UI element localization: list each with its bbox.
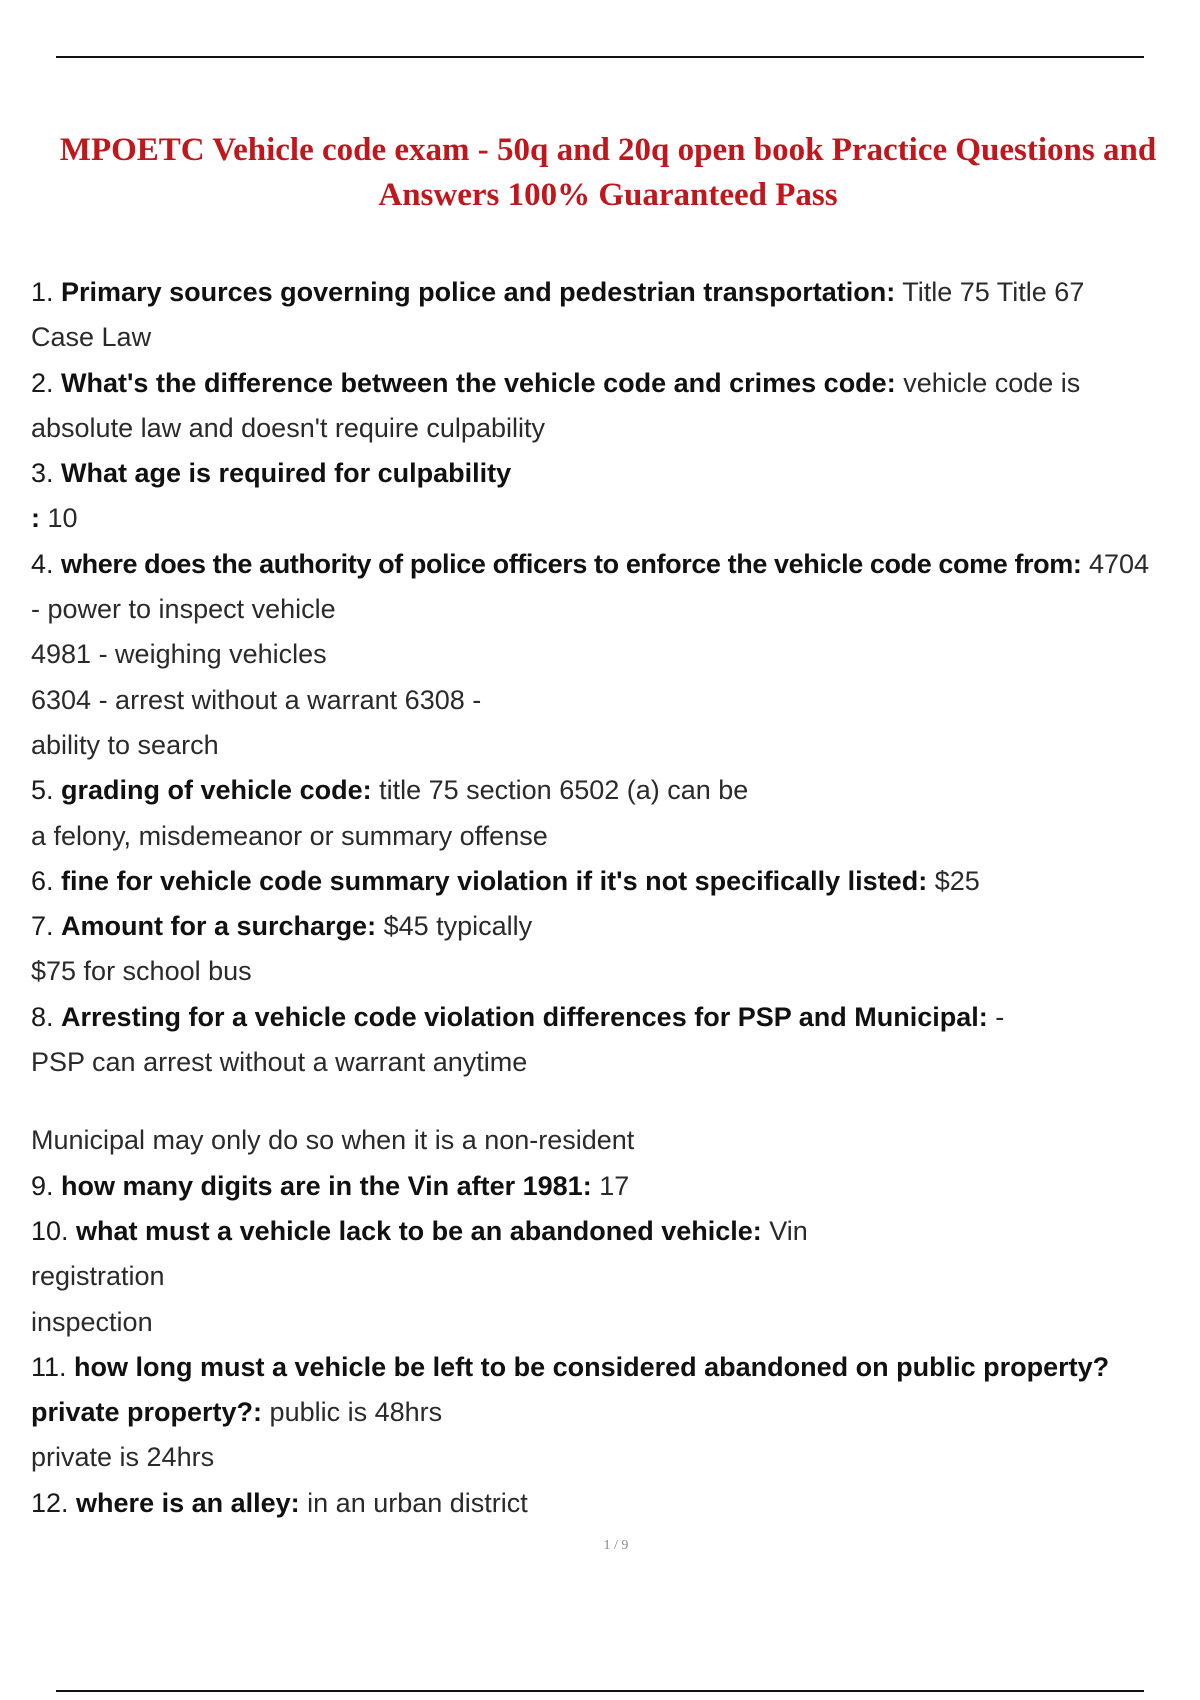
qa-item-9 [31, 1164, 1191, 1209]
question-text: where is an alley: [76, 1487, 300, 1518]
answer-text: Vin registration inspection [31, 1215, 808, 1337]
qa-item-11 [31, 1345, 1191, 1481]
item-number: 3. [31, 458, 62, 489]
qa-item-6 [31, 859, 1191, 904]
qa-item-8-continued [31, 1118, 1191, 1163]
page-number: 1 / 9 [603, 1538, 629, 1553]
answer-text: 10 [40, 503, 78, 534]
item-number: 9. [31, 1170, 62, 1201]
answer-text: $45 typically $75 for school bus [31, 911, 533, 987]
question-text: fine for vehicle code summary violation if it's not specifically listed: [61, 865, 928, 896]
qa-item-12 [31, 1481, 1191, 1526]
answer-text: - PSP can arrest without a warrant anytime [31, 1001, 1005, 1078]
question-text: What's the difference between the vehicle code and crimes code: [61, 367, 896, 398]
question-text: What age is required for culpability : [31, 458, 512, 534]
qa-item-5 [31, 768, 1191, 859]
title-line-1: MPOETC Vehicle code exam - 50q and 20q open book Practice Questions and [59, 132, 1157, 168]
item-number: 11. [31, 1351, 75, 1382]
document-title [28, 128, 1188, 218]
qa-item-1 [31, 270, 1191, 361]
answer-text: vehicle code is absolute law and doesn't require culpability [31, 367, 1081, 443]
answer-text: $25 [927, 865, 980, 896]
item-number: 4. [31, 548, 62, 579]
qa-item-4 [31, 542, 1191, 768]
answer-text: in an urban district [299, 1487, 528, 1518]
item-number: 8. [31, 1001, 62, 1032]
item-number: 2. [31, 367, 62, 398]
paragraph-gap [31, 1085, 1191, 1118]
item-number: 7. [31, 911, 62, 942]
item-number: 5. [31, 775, 62, 806]
item-number: 10. [31, 1215, 77, 1246]
question-text: where does the authority of police officers to enforce the vehicle code come from: [61, 548, 1082, 579]
top-rule [56, 56, 1144, 58]
answer-text: title 75 section 6502 (a) can be a felony, misdemeanor or summary offense [31, 775, 749, 851]
answer-text: 4704 - power to inspect vehicle 4981 - weighing vehicles 6304 - arrest without a warrant 6308 - ability to search [31, 548, 1150, 760]
qa-item-3 [31, 451, 1191, 542]
question-text: grading of vehicle code: [61, 775, 372, 806]
question-text: how many digits are in the Vin after 1981: [61, 1170, 592, 1201]
question-text: Amount for a surcharge: [61, 911, 377, 942]
question-text: what must a vehicle lack to be an abandoned vehicle: [76, 1215, 762, 1246]
answer-text: public is 48hrs private is 24hrs [31, 1397, 443, 1473]
qa-item-2 [31, 361, 1191, 452]
qa-item-10 [31, 1209, 1191, 1345]
qa-item-8 [31, 995, 1191, 1086]
answer-text: 17 [591, 1170, 630, 1201]
question-text: how long must a vehicle be left to be considered abandoned on public property? private property?: [31, 1351, 1110, 1428]
item-number: 1. [31, 277, 62, 307]
bottom-rule [56, 1690, 1144, 1692]
item-number: 12. [31, 1487, 77, 1518]
question-list [31, 270, 1191, 1526]
answer-text: Title 75 Title 67 Case Law [31, 277, 1085, 353]
question-text: Arresting for a vehicle code violation differences for PSP and Municipal: [61, 1001, 988, 1032]
qa-item-7 [31, 904, 1191, 995]
answer-text: Municipal may only do so when it is a non-resident [31, 1125, 635, 1156]
question-text: Primary sources governing police and pedestrian transportation: [61, 277, 896, 307]
item-number: 6. [31, 865, 62, 896]
title-line-2: Answers 100% Guaranteed Pass [378, 177, 838, 213]
